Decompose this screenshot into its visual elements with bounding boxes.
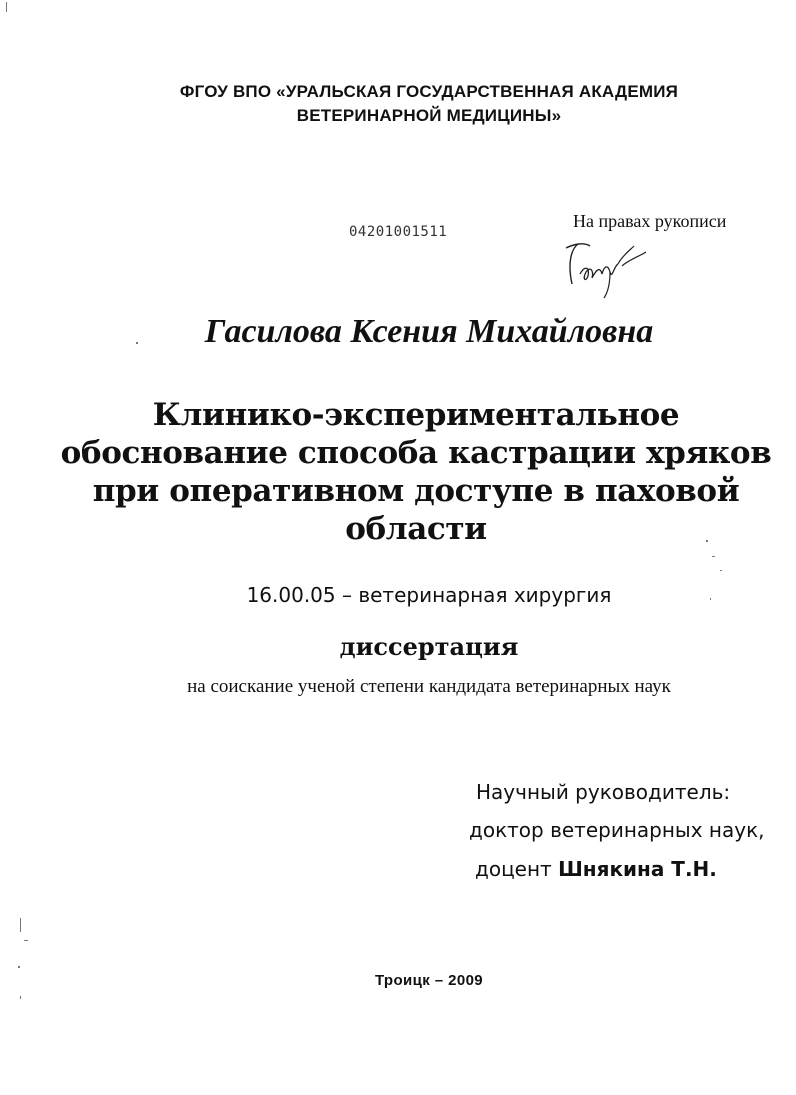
supervisor-degree: доктор ветеринарных наук, (469, 818, 765, 842)
scan-speck (18, 966, 20, 968)
scan-speck (710, 598, 711, 600)
document-type: диссертация (339, 632, 519, 661)
supervisor-name-line (475, 857, 717, 881)
degree-statement: на соискание ученой степени кандидата ветеринарных наук (187, 676, 671, 697)
scan-speck (136, 342, 138, 344)
scan-speck (6, 2, 7, 12)
title-line-2: обоснование способа кастрации хряков (60, 435, 772, 471)
institution-line-1: ФГОУ ВПО «УРАЛЬСКАЯ ГОСУДАРСТВЕННАЯ АКАДЕМИЯ (179, 82, 679, 101)
title-line-1: Клинико-экспериментальное (152, 397, 680, 433)
city-year: Троицк – 2009 (374, 972, 484, 989)
scan-speck (20, 918, 21, 932)
scan-speck (712, 556, 715, 557)
scan-speck (20, 996, 21, 999)
scan-speck (706, 540, 708, 542)
institution-line-2: ВЕТЕРИНАРНОЙ МЕДИЦИНЫ» (296, 106, 562, 125)
author-name: Гасилова Ксения Михайловна (204, 313, 654, 350)
manuscript-rights-note: На правах рукописи (573, 211, 727, 231)
specialty-code: 16.00.05 – ветеринарная хирургия (246, 583, 612, 607)
title-line-3: при оперативном доступе в паховой (92, 473, 740, 509)
scan-speck (24, 940, 28, 941)
dissertation-title (0, 396, 796, 548)
supervisor-label: Научный руководитель: (476, 780, 731, 804)
institution-name (0, 80, 796, 128)
supervisor-title: доцент (475, 857, 559, 881)
supervisor-name: Шнякина Т.Н. (558, 857, 717, 881)
title-line-4: области (345, 511, 487, 547)
handwritten-signature (560, 236, 652, 300)
catalog-number: 04201001511 (349, 224, 448, 240)
scan-speck (720, 570, 722, 571)
